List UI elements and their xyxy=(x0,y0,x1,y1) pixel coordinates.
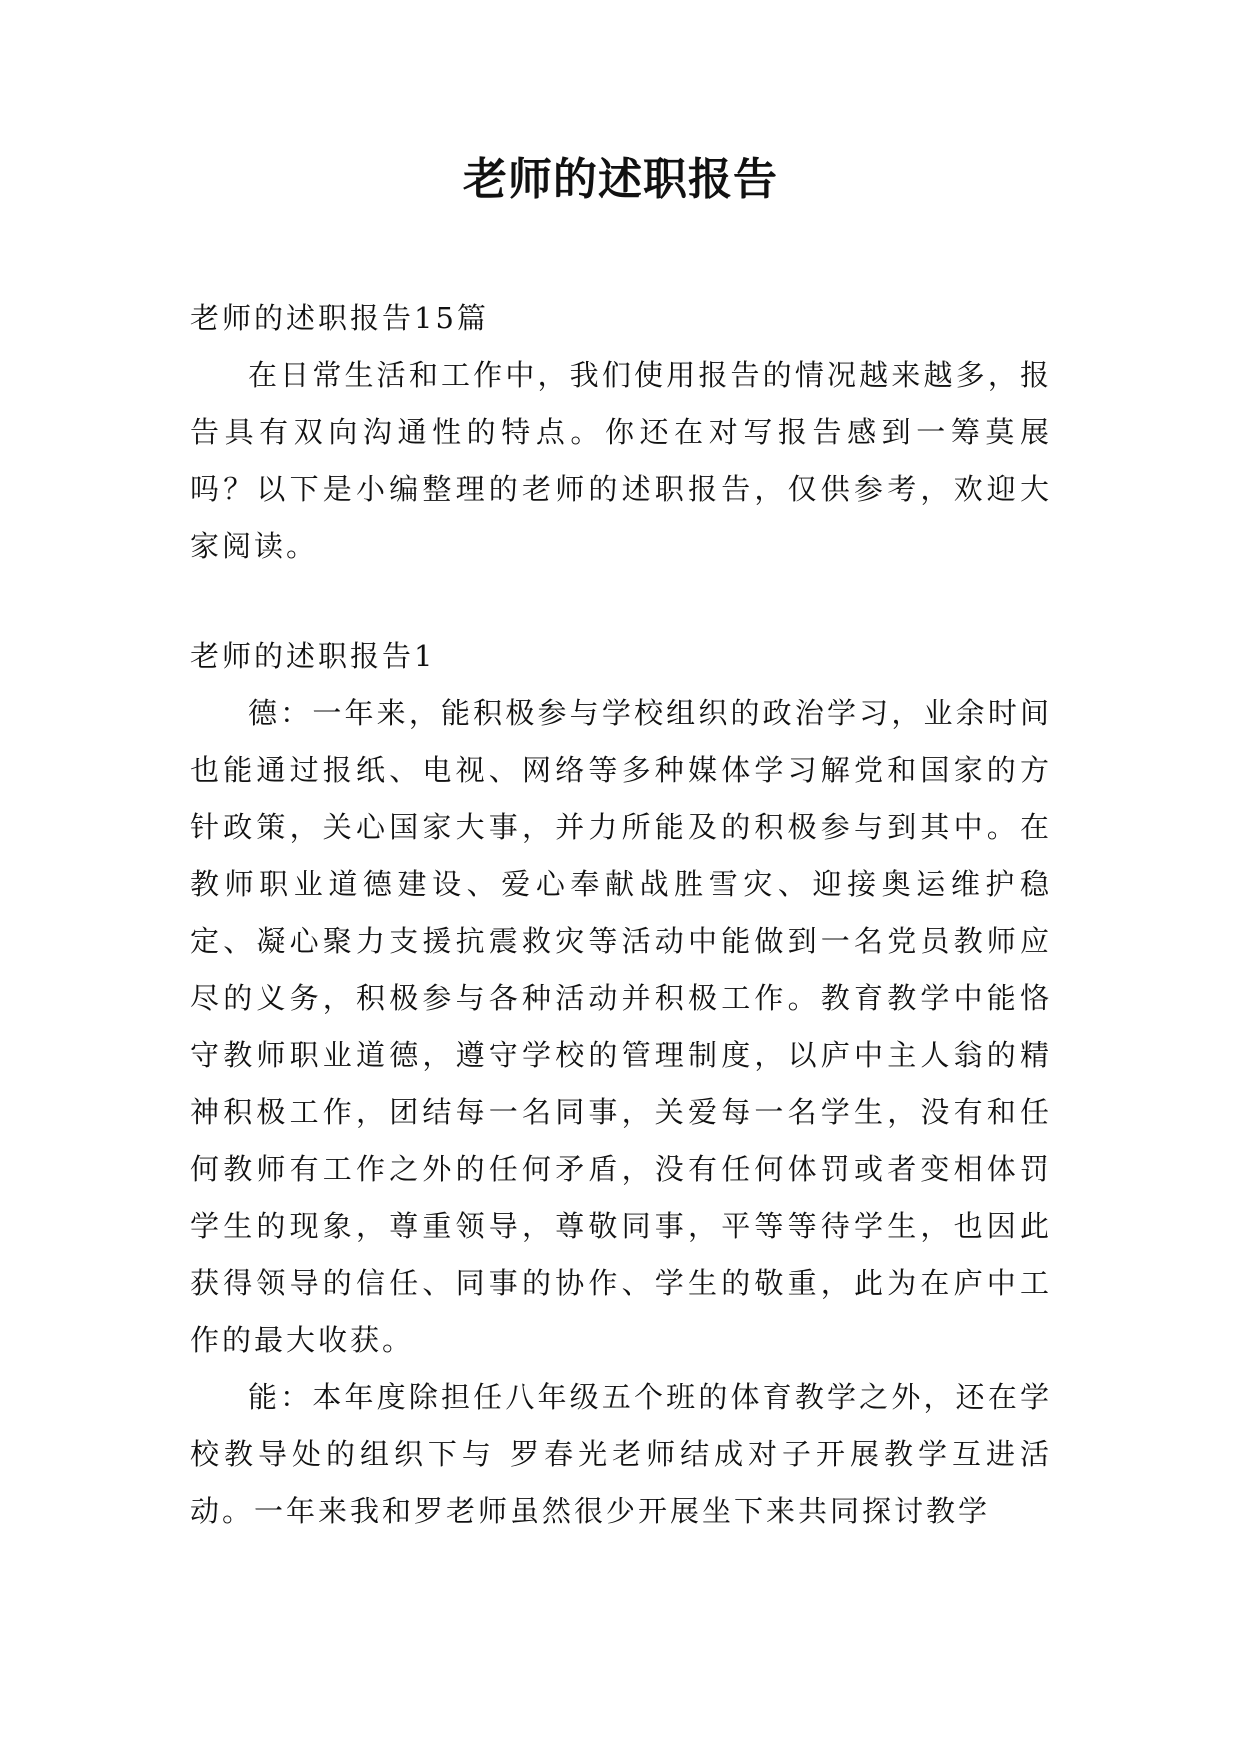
intro-paragraph: 在日常生活和工作中，我们使用报告的情况越来越多，报告具有双向沟通性的特点。你还在对写报告感到一筹莫展吗？以下是小编整理的老师的述职报告，仅供参考，欢迎大家阅读。 xyxy=(190,358,1052,563)
section-spacer xyxy=(190,575,1052,628)
document-title: 老师的述职报告 xyxy=(463,154,778,205)
collection-subtitle: 老师的述职报告15篇 xyxy=(190,301,489,335)
body-paragraph: 能：本年度除担任八年级五个班的体育教学之外，还在学校教导处的组织下与 罗春光老师结成对子开展教学互进活动。一年来我和罗老师虽然很少开展坐下来共同探讨教学 xyxy=(190,1380,1052,1528)
section-heading: 老师的述职报告1 xyxy=(190,639,436,673)
document-body xyxy=(190,290,1052,1540)
body-paragraph: 德：一年来，能积极参与学校组织的政治学习，业余时间也能通过报纸、电视、网络等多种媒体学习解党和国家的方针政策，关心国家大事，并力所能及的积极参与到其中。在教师职业道德建设、爱心奉献战胜雪灾、迎接奥运维护稳定、凝心聚力支援抗震救灾等活动中能做到一名党员教师应尽的义务，积极参与各种活动并积极工作。教育教学中能恪守教师职业道德，遵守学校的管理制度，以庐中主人翁的精神积极工作，团结每一名同事，关爱每一名学生，没有和任何教师有工作之外的任何矛盾，没有任何体罚或者变相体罚学生的现象，尊重领导，尊敬同事，平等等待学生，也因此获得领导的信任、同事的协作、学生的敬重，此为在庐中工作的最大收获。 xyxy=(190,696,1052,1357)
